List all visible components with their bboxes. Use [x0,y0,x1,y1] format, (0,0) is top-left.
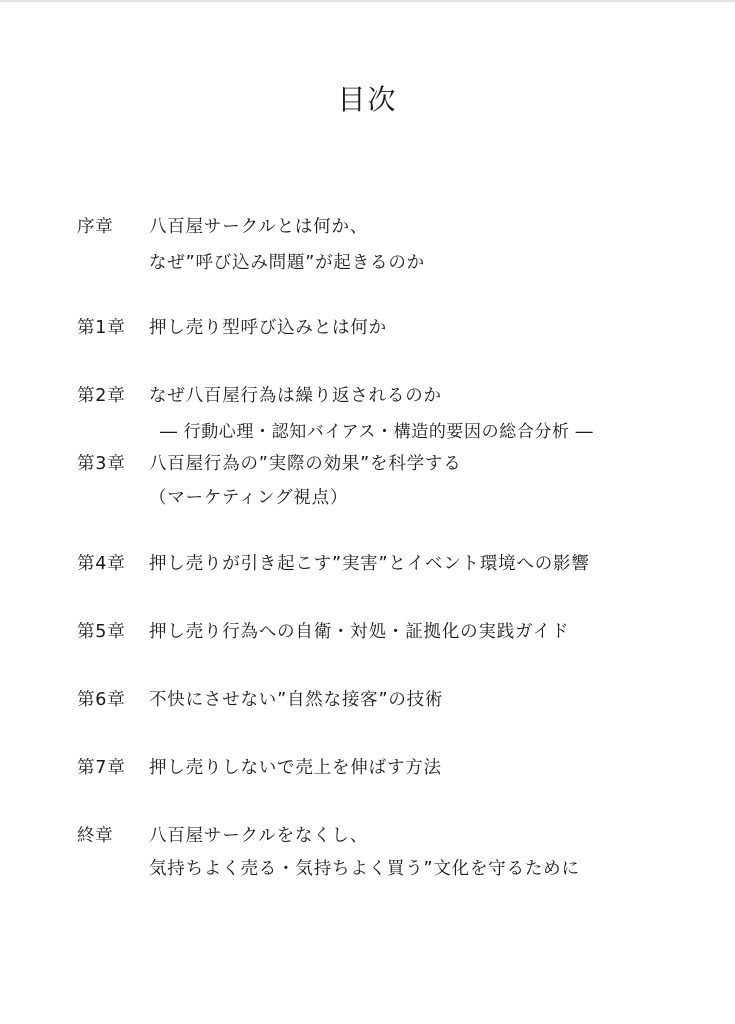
chapter-title-line: 不快にさせない”自然な接客”の技術 [149,690,444,710]
chapter-title-line: （マーケティング視点） [149,488,349,508]
chapter-title-line: 押し売りしないで売上を伸ばす方法 [149,758,442,778]
chapter-title-line: 八百屋サークルをなくし、 [149,826,369,846]
chapter-label: 第4章 [77,554,126,574]
chapter-title-line: 押し売り型呼び込みとは何か [149,318,387,338]
chapter-label: 第6章 [77,690,126,710]
chapter-title-line: 八百屋サークルとは何か、 [149,217,369,237]
chapter-label: 終章 [77,826,114,846]
chapter-label: 第3章 [77,454,126,474]
chapter-label: 第5章 [77,622,126,642]
chapter-label: 第1章 [77,318,126,338]
chapter-title-line: 押し売りが引き起こす”実害”とイベント環境への影響 [149,554,590,574]
chapter-label: 序章 [77,217,114,237]
chapter-title-line: なぜ八百屋行為は繰り返されるのか [149,386,442,406]
chapter-subtitle: ― 行動心理・認知バイアス・構造的要因の総合分析 ― [160,422,594,442]
chapter-title-line: 押し売り行為への自衛・対処・証拠化の実践ガイド [149,622,570,642]
chapter-title-line: なぜ”呼び込み問題”が起きるのか [149,253,425,273]
chapter-label: 第7章 [77,758,126,778]
chapter-title-line: 八百屋行為の”実際の効果”を科学する [149,454,462,474]
chapter-title-line: 気持ちよく売る・気持ちよく買う”文化を守るために [149,859,580,879]
chapter-label: 第2章 [77,386,126,406]
page-title: 目次 [337,83,398,116]
